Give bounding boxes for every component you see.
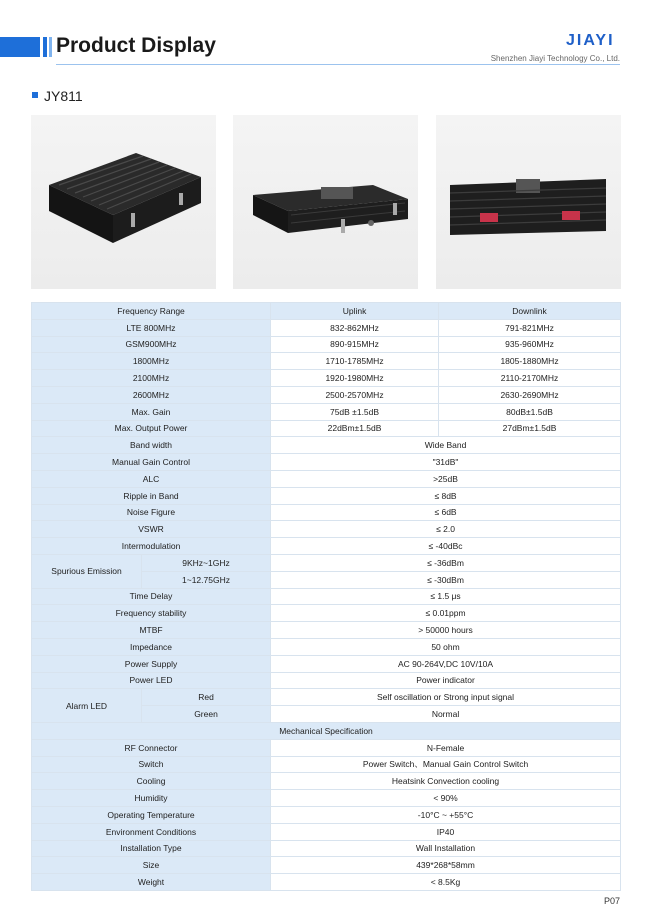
row-label: 2600MHz xyxy=(32,386,271,403)
spec-value: ≤ 8dB xyxy=(271,487,621,504)
row-label: Max. Gain xyxy=(32,403,271,420)
uplink-value: 832-862MHz xyxy=(271,319,439,336)
table-row xyxy=(32,487,621,504)
row-label: Weight xyxy=(32,874,271,891)
table-row xyxy=(32,857,621,874)
table-row xyxy=(32,622,621,639)
row-label: Operating Temperature xyxy=(32,806,271,823)
row-label: Impedance xyxy=(32,638,271,655)
header-accent-stripe xyxy=(43,37,47,57)
row-label: Alarm LED xyxy=(32,689,142,723)
spec-value: Wall Installation xyxy=(271,840,621,857)
row-label: MTBF xyxy=(32,622,271,639)
table-row xyxy=(32,336,621,353)
bullet-square xyxy=(32,92,38,98)
row-label: ALC xyxy=(32,470,271,487)
downlink-value: 2110-2170MHz xyxy=(439,370,621,387)
spec-value: ≤ -40dBc xyxy=(271,538,621,555)
table-row xyxy=(32,353,621,370)
table-row xyxy=(32,319,621,336)
table-row xyxy=(32,806,621,823)
downlink-value: 935-960MHz xyxy=(439,336,621,353)
table-row xyxy=(32,655,621,672)
spec-value: ≤ -36dBm xyxy=(271,554,621,571)
row-label: Power LED xyxy=(32,672,271,689)
downlink-value: 80dB±1.5dB xyxy=(439,403,621,420)
section-header: Mechanical Specification xyxy=(32,722,621,739)
table-row xyxy=(32,403,621,420)
row-label: Humidity xyxy=(32,790,271,807)
table-row xyxy=(32,823,621,840)
spec-value: AC 90-264V,DC 10V/10A xyxy=(271,655,621,672)
table-row xyxy=(32,672,621,689)
row-label: Ripple in Band xyxy=(32,487,271,504)
uplink-value: 2500-2570MHz xyxy=(271,386,439,403)
table-row xyxy=(32,420,621,437)
table-row xyxy=(32,588,621,605)
spec-value: Power indicator xyxy=(271,672,621,689)
row-sublabel: 1~12.75GHz xyxy=(142,571,271,588)
spec-table xyxy=(31,302,621,891)
spec-value: < 8.5Kg xyxy=(271,874,621,891)
table-row xyxy=(32,773,621,790)
row-label: Installation Type xyxy=(32,840,271,857)
spec-value: Power Switch、Manual Gain Control Switch xyxy=(271,756,621,773)
uplink-value: 75dB ±1.5dB xyxy=(271,403,439,420)
row-label: Frequency stability xyxy=(32,605,271,622)
row-label: Cooling xyxy=(32,773,271,790)
row-sublabel: Green xyxy=(142,706,271,723)
spec-value: Wide Band xyxy=(271,437,621,454)
company-logo: JIAYI xyxy=(566,32,615,49)
table-row xyxy=(32,605,621,622)
spec-value: -10°C ~ +55°C xyxy=(271,806,621,823)
table-row xyxy=(32,689,621,706)
downlink-value: 27dBm±1.5dB xyxy=(439,420,621,437)
spec-value: Normal xyxy=(271,706,621,723)
spec-value: ≤ 0.01ppm xyxy=(271,605,621,622)
repeater-front-view-image xyxy=(233,115,418,289)
row-label: Power Supply xyxy=(32,655,271,672)
table-row xyxy=(32,874,621,891)
uplink-value: 22dBm±1.5dB xyxy=(271,420,439,437)
company-name: Shenzhen Jiayi Technology Co., Ltd. xyxy=(490,54,620,63)
downlink-value: 2630-2690MHz xyxy=(439,386,621,403)
table-row xyxy=(32,554,621,571)
row-label: Noise Figure xyxy=(32,504,271,521)
row-label: Intermodulation xyxy=(32,538,271,555)
spec-value: "31dB" xyxy=(271,454,621,471)
downlink-value: 1805-1880MHz xyxy=(439,353,621,370)
row-label: Manual Gain Control xyxy=(32,454,271,471)
row-label: 1800MHz xyxy=(32,353,271,370)
spec-value: 439*268*58mm xyxy=(271,857,621,874)
row-label: GSM900MHz xyxy=(32,336,271,353)
row-label: VSWR xyxy=(32,521,271,538)
table-row xyxy=(32,470,621,487)
spec-value: ≤ 2.0 xyxy=(271,521,621,538)
table-row xyxy=(32,638,621,655)
table-row xyxy=(32,790,621,807)
spec-value: > 50000 hours xyxy=(271,622,621,639)
spec-value: ≤ 1.5 μs xyxy=(271,588,621,605)
row-sublabel: 9KHz~1GHz xyxy=(142,554,271,571)
spec-value: Self oscillation or Strong input signal xyxy=(271,689,621,706)
page-number: P07 xyxy=(603,896,620,906)
table-row xyxy=(32,386,621,403)
row-sublabel: Red xyxy=(142,689,271,706)
row-label: LTE 800MHz xyxy=(32,319,271,336)
row-label: Time Delay xyxy=(32,588,271,605)
table-row xyxy=(32,437,621,454)
header-accent-bar xyxy=(0,37,40,57)
table-row xyxy=(32,303,621,320)
header-accent-stripe-light xyxy=(49,37,52,57)
table-row xyxy=(32,521,621,538)
spec-value: N-Female xyxy=(271,739,621,756)
product-photo-front xyxy=(233,115,418,289)
column-header: Uplink xyxy=(271,303,439,320)
table-row xyxy=(32,538,621,555)
spec-value: < 90% xyxy=(271,790,621,807)
table-row xyxy=(32,722,621,739)
row-label: RF Connector xyxy=(32,739,271,756)
row-label: Band width xyxy=(32,437,271,454)
table-row xyxy=(32,756,621,773)
table-row xyxy=(32,454,621,471)
row-label: Size xyxy=(32,857,271,874)
spec-value: Heatsink Convection cooling xyxy=(271,773,621,790)
spec-value: ≤ 6dB xyxy=(271,504,621,521)
model-name: JY811 xyxy=(44,88,83,104)
uplink-value: 890-915MHz xyxy=(271,336,439,353)
column-header: Frequency Range xyxy=(32,303,271,320)
column-header: Downlink xyxy=(439,303,621,320)
row-label: Environment Conditions xyxy=(32,823,271,840)
spec-value: IP40 xyxy=(271,823,621,840)
table-row xyxy=(32,739,621,756)
row-label: 2100MHz xyxy=(32,370,271,387)
table-row xyxy=(32,370,621,387)
downlink-value: 791-821MHz xyxy=(439,319,621,336)
product-photo-rear xyxy=(436,115,621,289)
uplink-value: 1710-1785MHz xyxy=(271,353,439,370)
row-label: Spurious Emission xyxy=(32,554,142,588)
page-title: Product Display xyxy=(56,34,216,57)
row-label: Switch xyxy=(32,756,271,773)
spec-value: >25dB xyxy=(271,470,621,487)
product-photo-angle xyxy=(31,115,216,289)
spec-value: ≤ -30dBm xyxy=(271,571,621,588)
repeater-angle-view-image xyxy=(31,115,216,289)
table-row xyxy=(32,504,621,521)
model-heading xyxy=(32,88,83,104)
table-row xyxy=(32,840,621,857)
repeater-rear-view-image xyxy=(436,115,621,289)
header-divider xyxy=(56,64,620,65)
spec-value: 50 ohm xyxy=(271,638,621,655)
row-label: Max. Output Power xyxy=(32,420,271,437)
uplink-value: 1920-1980MHz xyxy=(271,370,439,387)
